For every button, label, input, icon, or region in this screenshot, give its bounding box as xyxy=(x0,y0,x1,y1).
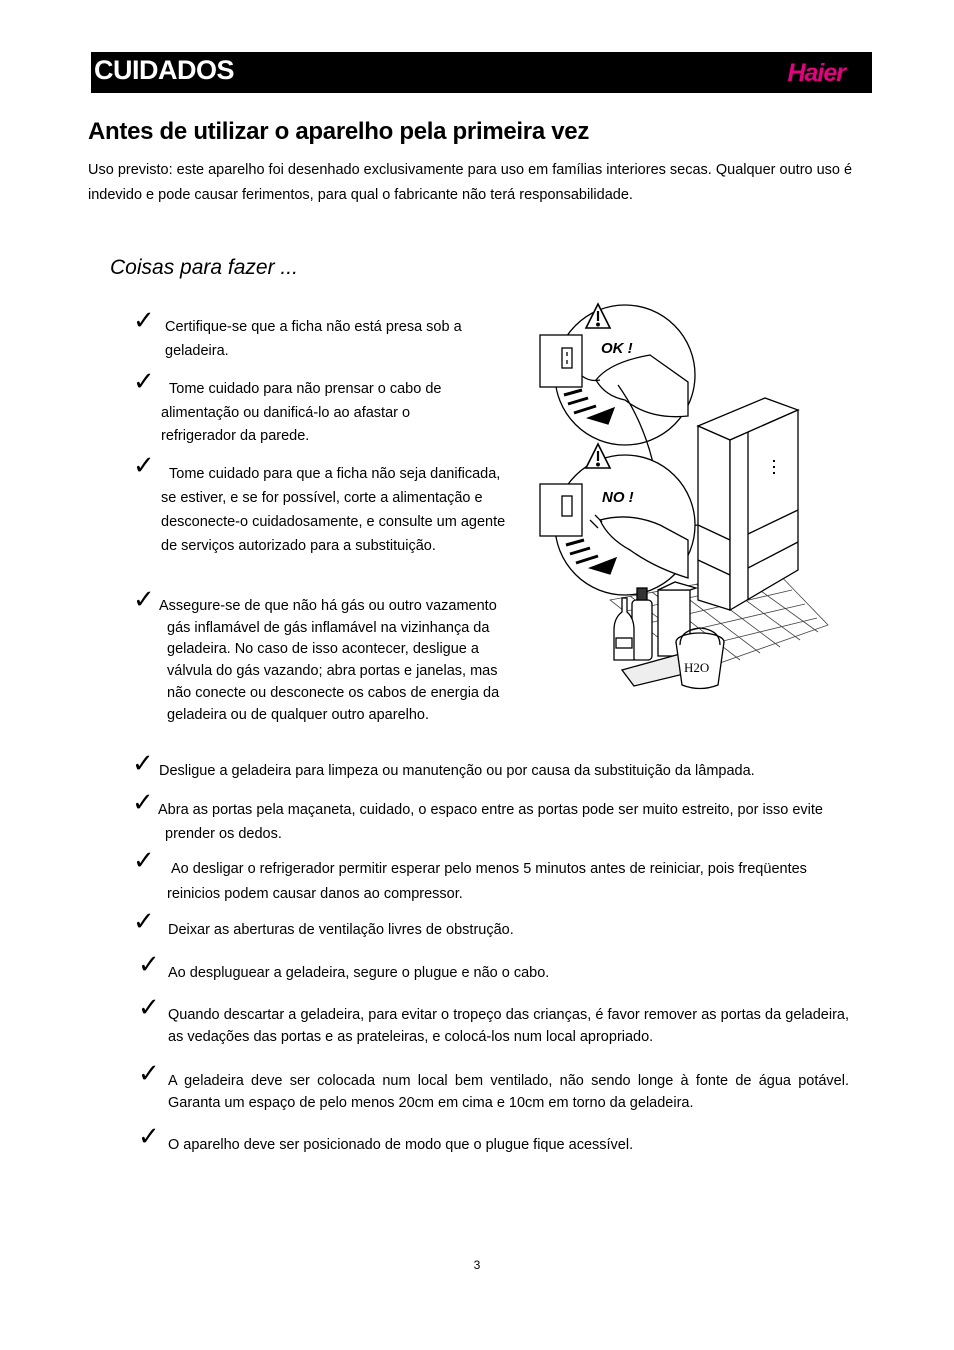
list-item: Ao despluguear a geladeira, segure o plugue e não o cabo. xyxy=(168,965,550,981)
list-item: A geladeira deve ser colocada num local bem ventilado, não sendo longe à fonte de água potável. Garanta um espaço de pelo menos 20cm em cima e 10cm em torno da geladeira. xyxy=(168,1073,849,1111)
check-mark-icon: ✓ xyxy=(138,993,160,1023)
list-item: Certifique-se que a ficha não está presa sob a geladeira. xyxy=(165,319,462,359)
list-item: Tome cuidado para não prensar o cabo de alimentação ou danificá-lo ao afastar o refrigerador da parede. xyxy=(161,381,442,444)
water-bucket-drawing xyxy=(676,628,724,689)
safety-illustration xyxy=(530,300,830,690)
intro-paragraph: Uso previsto: este aparelho foi desenhado exclusivamente para uso em famílias interiores secas. Qualquer outro uso é indevido e pode causar ferimentos, para qual o fabricante não terá responsabilidade. xyxy=(88,162,853,203)
header-bar xyxy=(91,52,872,93)
no-label: NO ! xyxy=(602,489,634,506)
check-mark-icon: ✓ xyxy=(133,907,155,937)
list-item: O aparelho deve ser posicionado de modo que o plugue fique acessível. xyxy=(168,1137,634,1153)
refrigerator-drawing xyxy=(698,398,798,610)
check-mark-icon: ✓ xyxy=(132,788,154,818)
check-mark-icon: ✓ xyxy=(133,846,155,876)
check-mark-icon: ✓ xyxy=(132,749,154,779)
check-mark-icon: ✓ xyxy=(133,306,155,336)
check-mark-icon: ✓ xyxy=(133,367,155,397)
list-item: Assegure-se de que não há gás ou outro vazamento gás inflamável de gás inflamável na vizinhança da geladeira. No caso de isso acontecer, desligue a válvula do gás vazando; abra portas e janelas, mas não conecte ou desconecte os cabos de energia da geladeira ou de qualquer outro aparelho. xyxy=(159,598,500,723)
ok-label: OK ! xyxy=(601,340,633,357)
water-label: H2O xyxy=(684,660,710,675)
section-title: Antes de utilizar o aparelho pela primeira vez xyxy=(88,118,590,145)
list-item: Desligue a geladeira para limpeza ou manutenção ou por causa da substituição da lâmpada. xyxy=(159,763,755,779)
page-number: 3 xyxy=(473,1258,481,1272)
list-item: Tome cuidado para que a ficha não seja danificada, se estiver, e se for possível, corte a alimentação e desconecte-o cuidadosamente, e consulte um agente de serviços autorizado para a substituição. xyxy=(161,466,506,554)
check-mark-icon: ✓ xyxy=(133,451,155,481)
subheading: Coisas para fazer ... xyxy=(110,256,298,279)
list-item: Quando descartar a geladeira, para evitar o tropeço das crianças, é favor remover as portas da geladeira, as vedações das portas e as prateleiras, e colocá-los num local apropriado. xyxy=(168,1007,849,1045)
haier-logo: Haier xyxy=(787,59,845,87)
check-mark-icon: ✓ xyxy=(133,585,155,615)
list-item: Ao desligar o refrigerador permitir esperar pelo menos 5 minutos antes de reiniciar, pois freqüentes reinicios podem causar danos ao compressor. xyxy=(167,861,807,902)
list-item: Deixar as aberturas de ventilação livres de obstrução. xyxy=(168,922,514,938)
header-title: CUIDADOS xyxy=(94,55,235,85)
check-mark-icon: ✓ xyxy=(138,950,160,980)
list-item: Abra as portas pela maçaneta, cuidado, o espaco entre as portas pode ser muito estreito, por isso evite prender os dedos. xyxy=(158,802,823,842)
check-mark-icon: ✓ xyxy=(138,1122,160,1152)
check-mark-icon: ✓ xyxy=(138,1059,160,1089)
